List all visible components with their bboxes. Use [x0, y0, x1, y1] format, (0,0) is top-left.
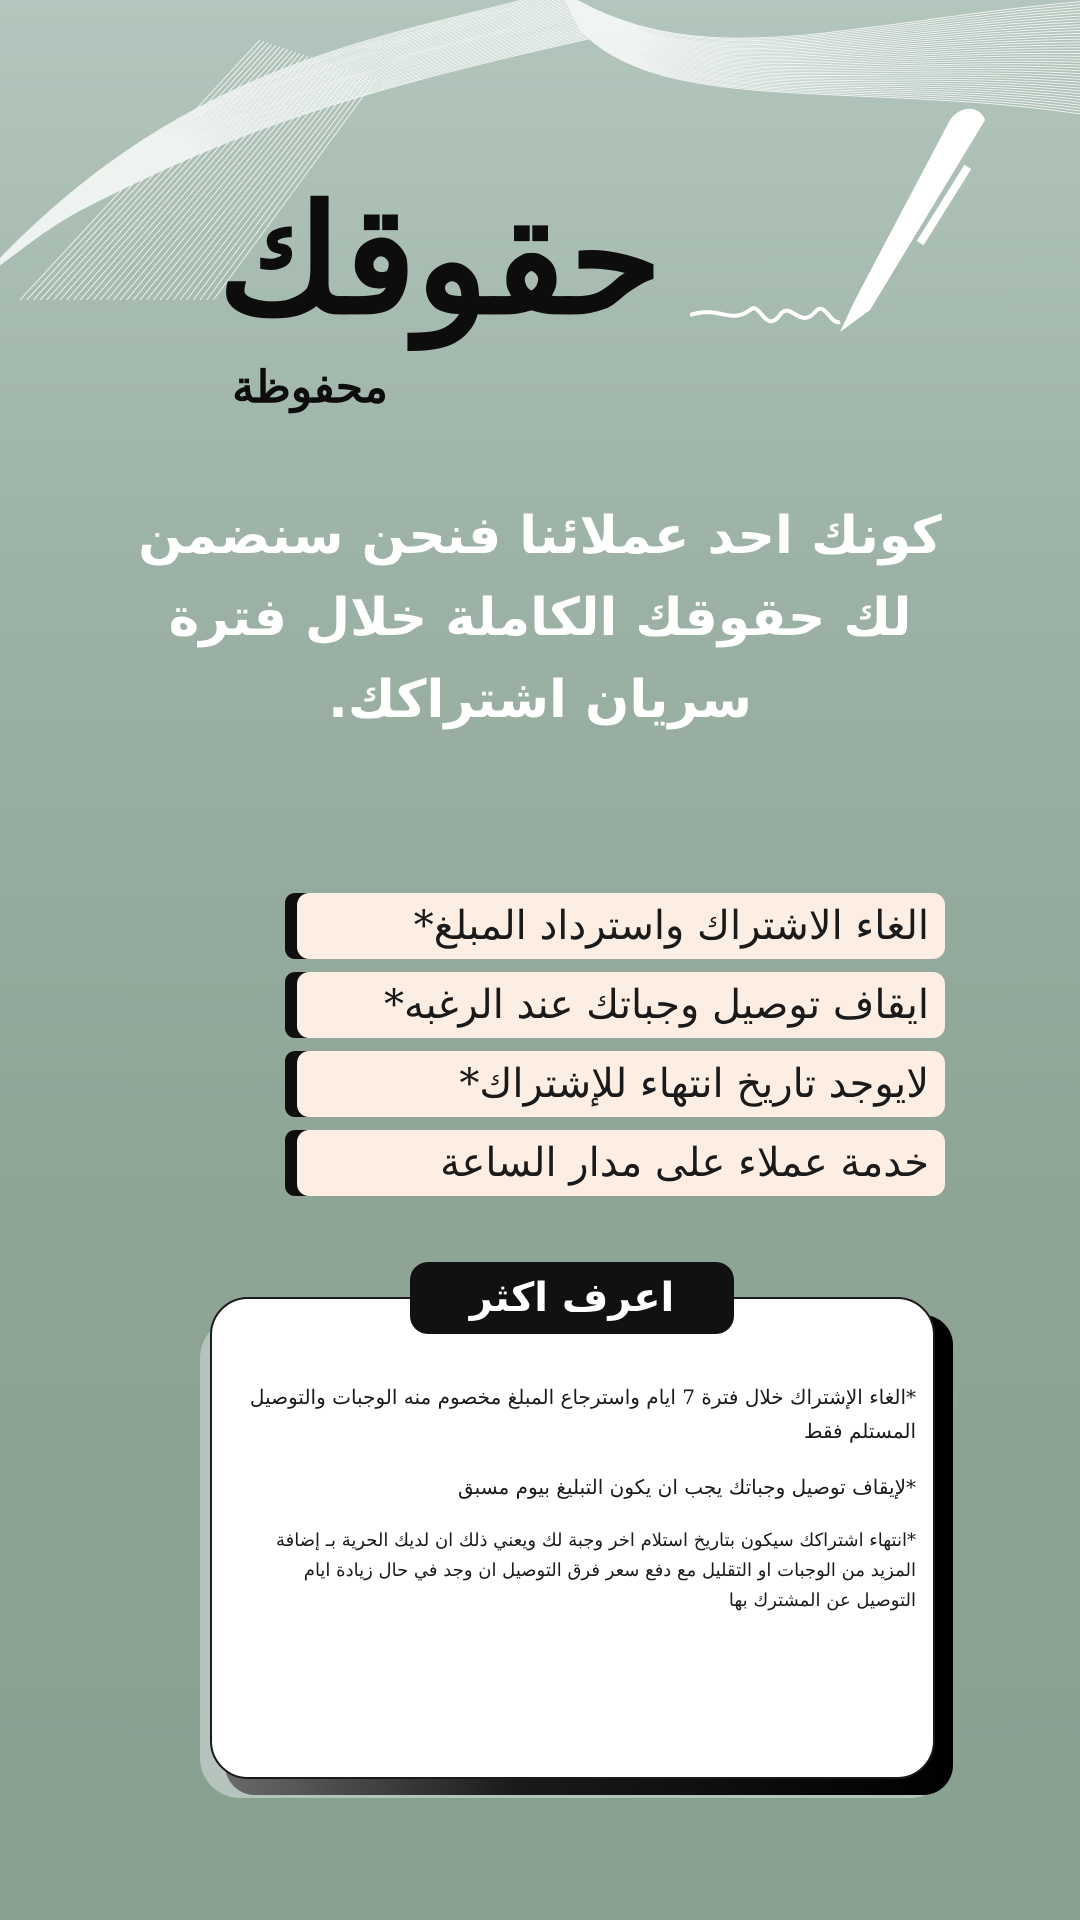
- note-pause: *لإيقاف توصيل وجباتك يجب ان يكون التبليغ بيوم مسبق: [457, 1475, 916, 1499]
- feature-label: خدمة عملاء على مدار الساعة: [297, 1130, 945, 1196]
- feature-label: لايوجد تاريخ انتهاء للإشتراك*: [297, 1051, 945, 1117]
- note-expiry: *انتهاء اشتراكك سيكون بتاريخ استلام اخر وجبة لك ويعني ذلك ان لديك الحرية بـ إضافة المزيد من الوجبات او التقليل مع دفع سعر فرق التوصيل ان وجد في حال زيادة ايام التوصيل عن المشترك بها: [275, 1530, 916, 1611]
- feature-list: [285, 893, 945, 1209]
- learn-more-title: اعرف اكثر: [410, 1262, 734, 1334]
- note-cancel: *الغاء الإشتراك خلال فترة 7 ايام واسترجاع المبلغ مخصوم منه الوجبات والتوصيل المستلم فقط: [249, 1385, 916, 1443]
- feature-label: ايقاف توصيل وجباتك عند الرغبه*: [297, 972, 945, 1038]
- page-title: حقوقك: [217, 172, 663, 348]
- feature-item: [285, 1051, 945, 1117]
- feature-label: الغاء الاشتراك واسترداد المبلغ*: [297, 893, 945, 959]
- feature-item: [285, 972, 945, 1038]
- learn-more-notes: [240, 1380, 916, 1638]
- pen-icon: [690, 100, 1000, 340]
- intro-text: كونك احد عملائنا فنحن سنضمن لك حقوقك الكاملة خلال فترة سريان اشتراكك.: [138, 506, 942, 730]
- feature-item: [285, 893, 945, 959]
- page-subtitle: محفوظة: [232, 362, 388, 413]
- feature-item: [285, 1130, 945, 1196]
